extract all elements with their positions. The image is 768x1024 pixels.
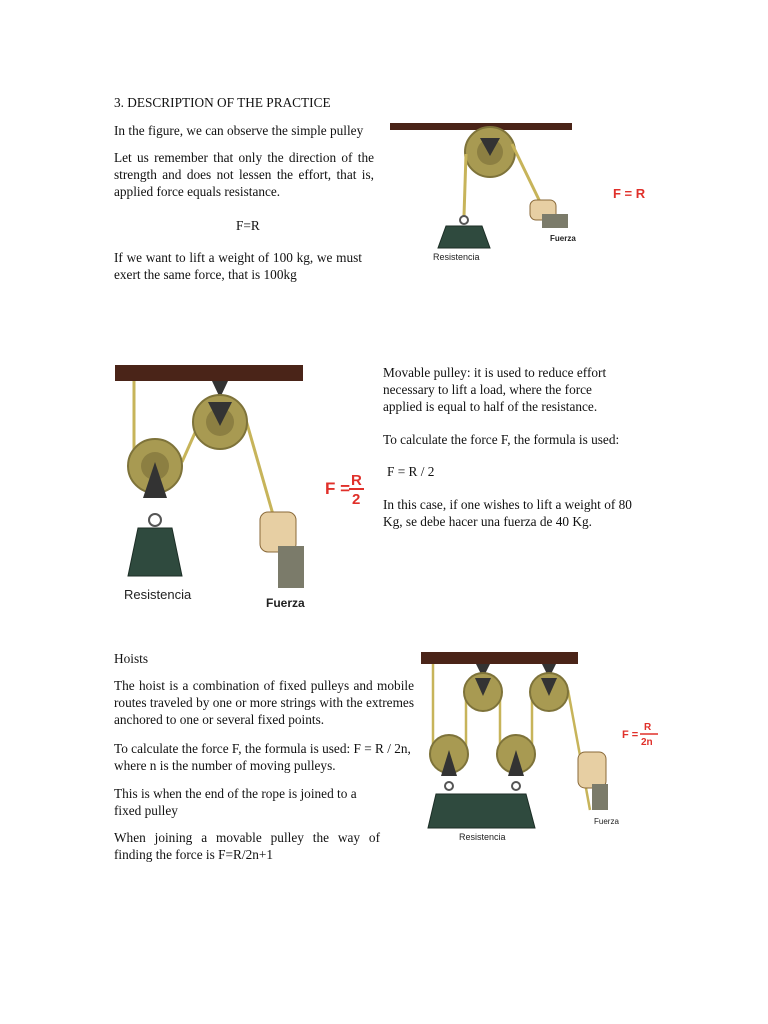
section-heading: Hoists [114,651,148,666]
formula-text: F=R [236,218,260,233]
formula-denominator: 2n [641,737,653,748]
paragraph: In the figure, we can observe the simple pulley [114,123,364,138]
ceiling-beam [115,365,303,381]
paragraph: This is when the end of the rope is joined to a fixed pulley [114,786,357,818]
resistance-label: Resistencia [433,252,480,262]
force-label: Fuerza [550,234,576,243]
resistance-label: Resistencia [459,832,506,842]
rope-right [512,144,542,206]
paragraph: When joining a movable pulley the way of finding the force is F=R/2n+1 [114,830,380,862]
resistance-label: Resistencia [124,587,192,602]
weight-hook [512,782,520,790]
paragraph: Movable pulley: it is used to reduce effort necessary to lift a load, where the force applied is equal to half of the resistance. [383,365,607,414]
paragraph: To calculate the force F, the formula is used: [383,432,620,447]
paragraph: To calculate the force F, the formula is used: F = R / 2n, where n is the number of moving pulleys. [114,741,411,773]
weight [438,226,490,248]
weight-hook [149,514,161,526]
weight-hook [460,216,468,224]
section-heading: 3. DESCRIPTION OF THE PRACTICE [114,95,331,110]
weight-hook [445,782,453,790]
formula-text: F = R / 2 [387,464,435,479]
formula-label: F = R [613,186,646,201]
formula-numerator: R [351,472,362,489]
hoist-figure [418,648,668,844]
weight [428,794,535,828]
paragraph: The hoist is a combination of fixed pulleys and mobile routes traveled by one or more strings with the extremes anchored to one or several fixed points. [114,678,414,727]
formula-denominator: 2 [352,491,361,508]
rope-left [464,154,466,216]
formula-lhs: F = [622,729,639,741]
formula-lhs: F = [325,479,351,498]
paragraph: In this case, if one wishes to lift a weight of 80 Kg, se debe hacer una fuerza de 40 Kg. [383,497,632,529]
force-label: Fuerza [266,596,305,610]
force-label: Fuerza [594,817,619,826]
hand-icon [260,512,304,588]
hand-icon [578,752,608,810]
movable-pulley-figure [112,362,384,614]
formula-numerator: R [644,722,652,733]
rope-pull [568,690,590,810]
hand-icon [530,200,568,228]
paragraph: If we want to lift a weight of 100 kg, we must exert the same force, that is 100kg [114,250,362,282]
simple-pulley-figure [384,114,674,266]
ceiling-beam [421,652,578,664]
weight [128,528,182,576]
paragraph: Let us remember that only the direction of the strength and does not lessen the effort, that is, applied force equals resistance. [114,150,374,199]
